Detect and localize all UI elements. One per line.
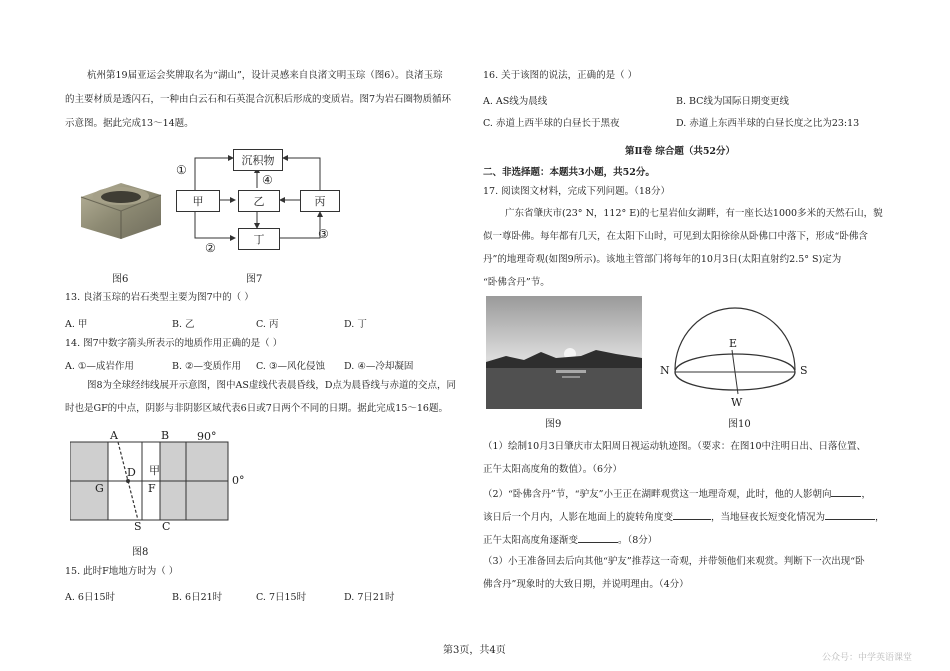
q14-option-d[interactable]: D. ④—冷却凝固 <box>344 361 414 372</box>
question-13: 13. 良渚玉琮的岩石类型主要为图7中的（ ） <box>65 292 254 303</box>
sq2a-text: （2）“卧佛含丹”节，“驴友”小王正在湖畔观赏这一地理奇观，此时，他的人影朝向 <box>483 489 832 500</box>
sq2b2-text: ，当地昼夜长短变化情况为 <box>711 512 826 523</box>
question-16: 16. 关于该图的说法，正确的是（ ） <box>483 70 638 81</box>
rock-sediment: 沉积物 <box>233 149 283 171</box>
sub-question-2a: （2）“卧佛含丹”节，“驴友”小王正在湖畔观赏这一地理奇观，此时，他的人影朝向 ， <box>483 489 871 500</box>
grid-label-F: F <box>148 482 156 495</box>
q15-option-c[interactable]: C. 7日15时 <box>256 592 307 603</box>
material-line-4: “卧佛含丹”节。 <box>483 277 550 288</box>
q15-option-b[interactable]: B. 6日21时 <box>172 592 223 603</box>
celestial-hemisphere <box>660 300 810 410</box>
answer-blank-rotation[interactable] <box>673 510 711 520</box>
sq2b-text: 该日后一个月内，人影在地面上的旋转角度变 <box>483 512 674 523</box>
sq2c2-text: 。（8分） <box>618 535 658 546</box>
q14-option-c[interactable]: C. ③—风化侵蚀 <box>256 361 325 372</box>
section-title: 第Ⅱ卷 综合题（共52分） <box>625 146 736 157</box>
material-line-1: 广东省肇庆市(23° N，112° E)的七星岩仙女湖畔，有一座长达1000多米的天然石山，貌 <box>505 208 883 219</box>
fig9-caption: 图9 <box>545 419 562 430</box>
fig8-caption: 图8 <box>132 547 149 558</box>
q13-option-c[interactable]: C. 丙 <box>256 319 279 330</box>
watermark: 公众号：中学英语课堂 <box>822 653 913 663</box>
compass-E: E <box>729 337 738 350</box>
jade-cong-photo <box>75 175 167 245</box>
grid-label-D: D <box>127 466 136 479</box>
q15-option-d[interactable]: D. 7日21时 <box>344 592 395 603</box>
q13-option-b[interactable]: B. 乙 <box>172 319 195 330</box>
q16-option-b[interactable]: B. BC线为国际日期变更线 <box>676 96 789 107</box>
answer-blank-shadow-direction[interactable] <box>831 487 861 497</box>
answer-blank-daylength[interactable] <box>825 510 875 520</box>
question-15: 15. 此时F地地方时为（ ） <box>65 566 179 577</box>
arrow-label-4: ④ <box>262 173 273 187</box>
sq2c-text: 正午太阳高度角逐渐变 <box>483 535 579 546</box>
rock-ding: 丁 <box>238 228 280 250</box>
grid-label-A: A <box>110 429 118 442</box>
sub-question-2b: 该日后一个月内，人影在地面上的旋转角度变 ，当地昼夜长短变化情况为 ， <box>483 512 885 523</box>
rock-jia: 甲 <box>176 190 220 212</box>
sub-question-1a: （1）绘制10月3日肇庆市太阳周日视运动轨迹图。（要求：在图10中注明日出、日落位置、 <box>483 441 867 452</box>
fig7-caption: 图7 <box>246 274 263 285</box>
intro-line-4: 图8为全球经纬线展开示意图，图中AS虚线代表晨昏线，D点为晨昏线与赤道的交点，同 <box>87 380 457 391</box>
fig10-caption: 图10 <box>728 419 751 430</box>
q13-option-d[interactable]: D. 丁 <box>344 319 367 330</box>
intro-line-3: 示意图。据此完成13～14题。 <box>65 118 194 129</box>
sub-question-3b: 佛含丹”现象时的大致日期，并说明理由。（4分） <box>483 579 689 590</box>
q13-option-a[interactable]: A. 甲 <box>65 319 88 330</box>
compass-N: N <box>660 364 670 377</box>
grid-label-0deg: 0° <box>232 474 245 487</box>
arrow-label-1: ① <box>176 163 187 177</box>
grid-label-90deg: 90° <box>197 430 217 443</box>
q14-option-a[interactable]: A. ①—成岩作用 <box>65 361 134 372</box>
answer-blank-sun-altitude[interactable] <box>578 533 618 543</box>
grid-label-B: B <box>161 429 170 442</box>
compass-S: S <box>800 364 808 377</box>
arrow-label-2: ② <box>205 241 216 255</box>
page-number: 第3页，共4页 <box>443 645 506 656</box>
question-17: 17. 阅读图文材料，完成下列问题。（18分） <box>483 186 670 197</box>
q16-option-d[interactable]: D. 赤道上东西半球的白昼长度之比为23:13 <box>676 118 860 129</box>
grid-label-G: G <box>95 482 104 495</box>
compass-W: W <box>731 396 743 409</box>
section-heading: 二、非选择题：本题共3小题，共52分。 <box>483 167 655 178</box>
question-14: 14. 图7中数字箭头所表示的地质作用正确的是（ ） <box>65 338 283 349</box>
latitude-longitude-grid <box>70 440 230 522</box>
sub-question-1b: 正午太阳高度角的数值）。（6分） <box>483 464 623 475</box>
arrow-label-3: ③ <box>318 227 329 241</box>
sub-question-2c <box>483 533 657 548</box>
material-line-3: 丹”的地理奇观(如图9所示)。该地主管部门将每年的10月3日(太阳直射约2.5° S)定为 <box>483 254 842 265</box>
rock-bing: 丙 <box>300 190 340 212</box>
grid-label-S: S <box>134 520 142 533</box>
q14-option-b[interactable]: B. ②—变质作用 <box>172 361 242 372</box>
rock-yi: 乙 <box>238 190 280 212</box>
material-line-2: 似一尊卧佛。每年都有几天，在太阳下山时，可见到太阳徐徐从卧佛口中落下，形成“卧佛含 <box>483 231 868 242</box>
sub-question-3a: （3）小王准备回去后向其他“驴友”推荐这一奇观，并带领他们来观赏。判断下一次出现“卧 <box>483 556 865 567</box>
fig6-caption: 图6 <box>112 274 129 285</box>
intro-line-2: 的主要材质是透闪石，一种由白云石和石英混合沉积后形成的变质岩。图7为岩石圈物质循环 <box>65 94 452 105</box>
intro-line-5: 时也是GF的中点，阴影与非阴影区域代表6日或7日两个不同的日期。据此完成15～16题。 <box>65 403 448 414</box>
sunset-photo <box>486 296 642 409</box>
q15-option-a[interactable]: A. 6日15时 <box>65 592 116 603</box>
q16-option-c[interactable]: C. 赤道上西半球的白昼长于黑夜 <box>483 118 620 129</box>
intro-line-1: 杭州第19届亚运会奖牌取名为“湖山”，设计灵感来自良渚文明玉琮（图6）。良渚玉琮 <box>87 70 443 81</box>
q16-option-a[interactable]: A. AS线为晨线 <box>483 96 548 107</box>
grid-label-jia: 甲 <box>149 464 160 477</box>
grid-label-C: C <box>162 520 171 533</box>
